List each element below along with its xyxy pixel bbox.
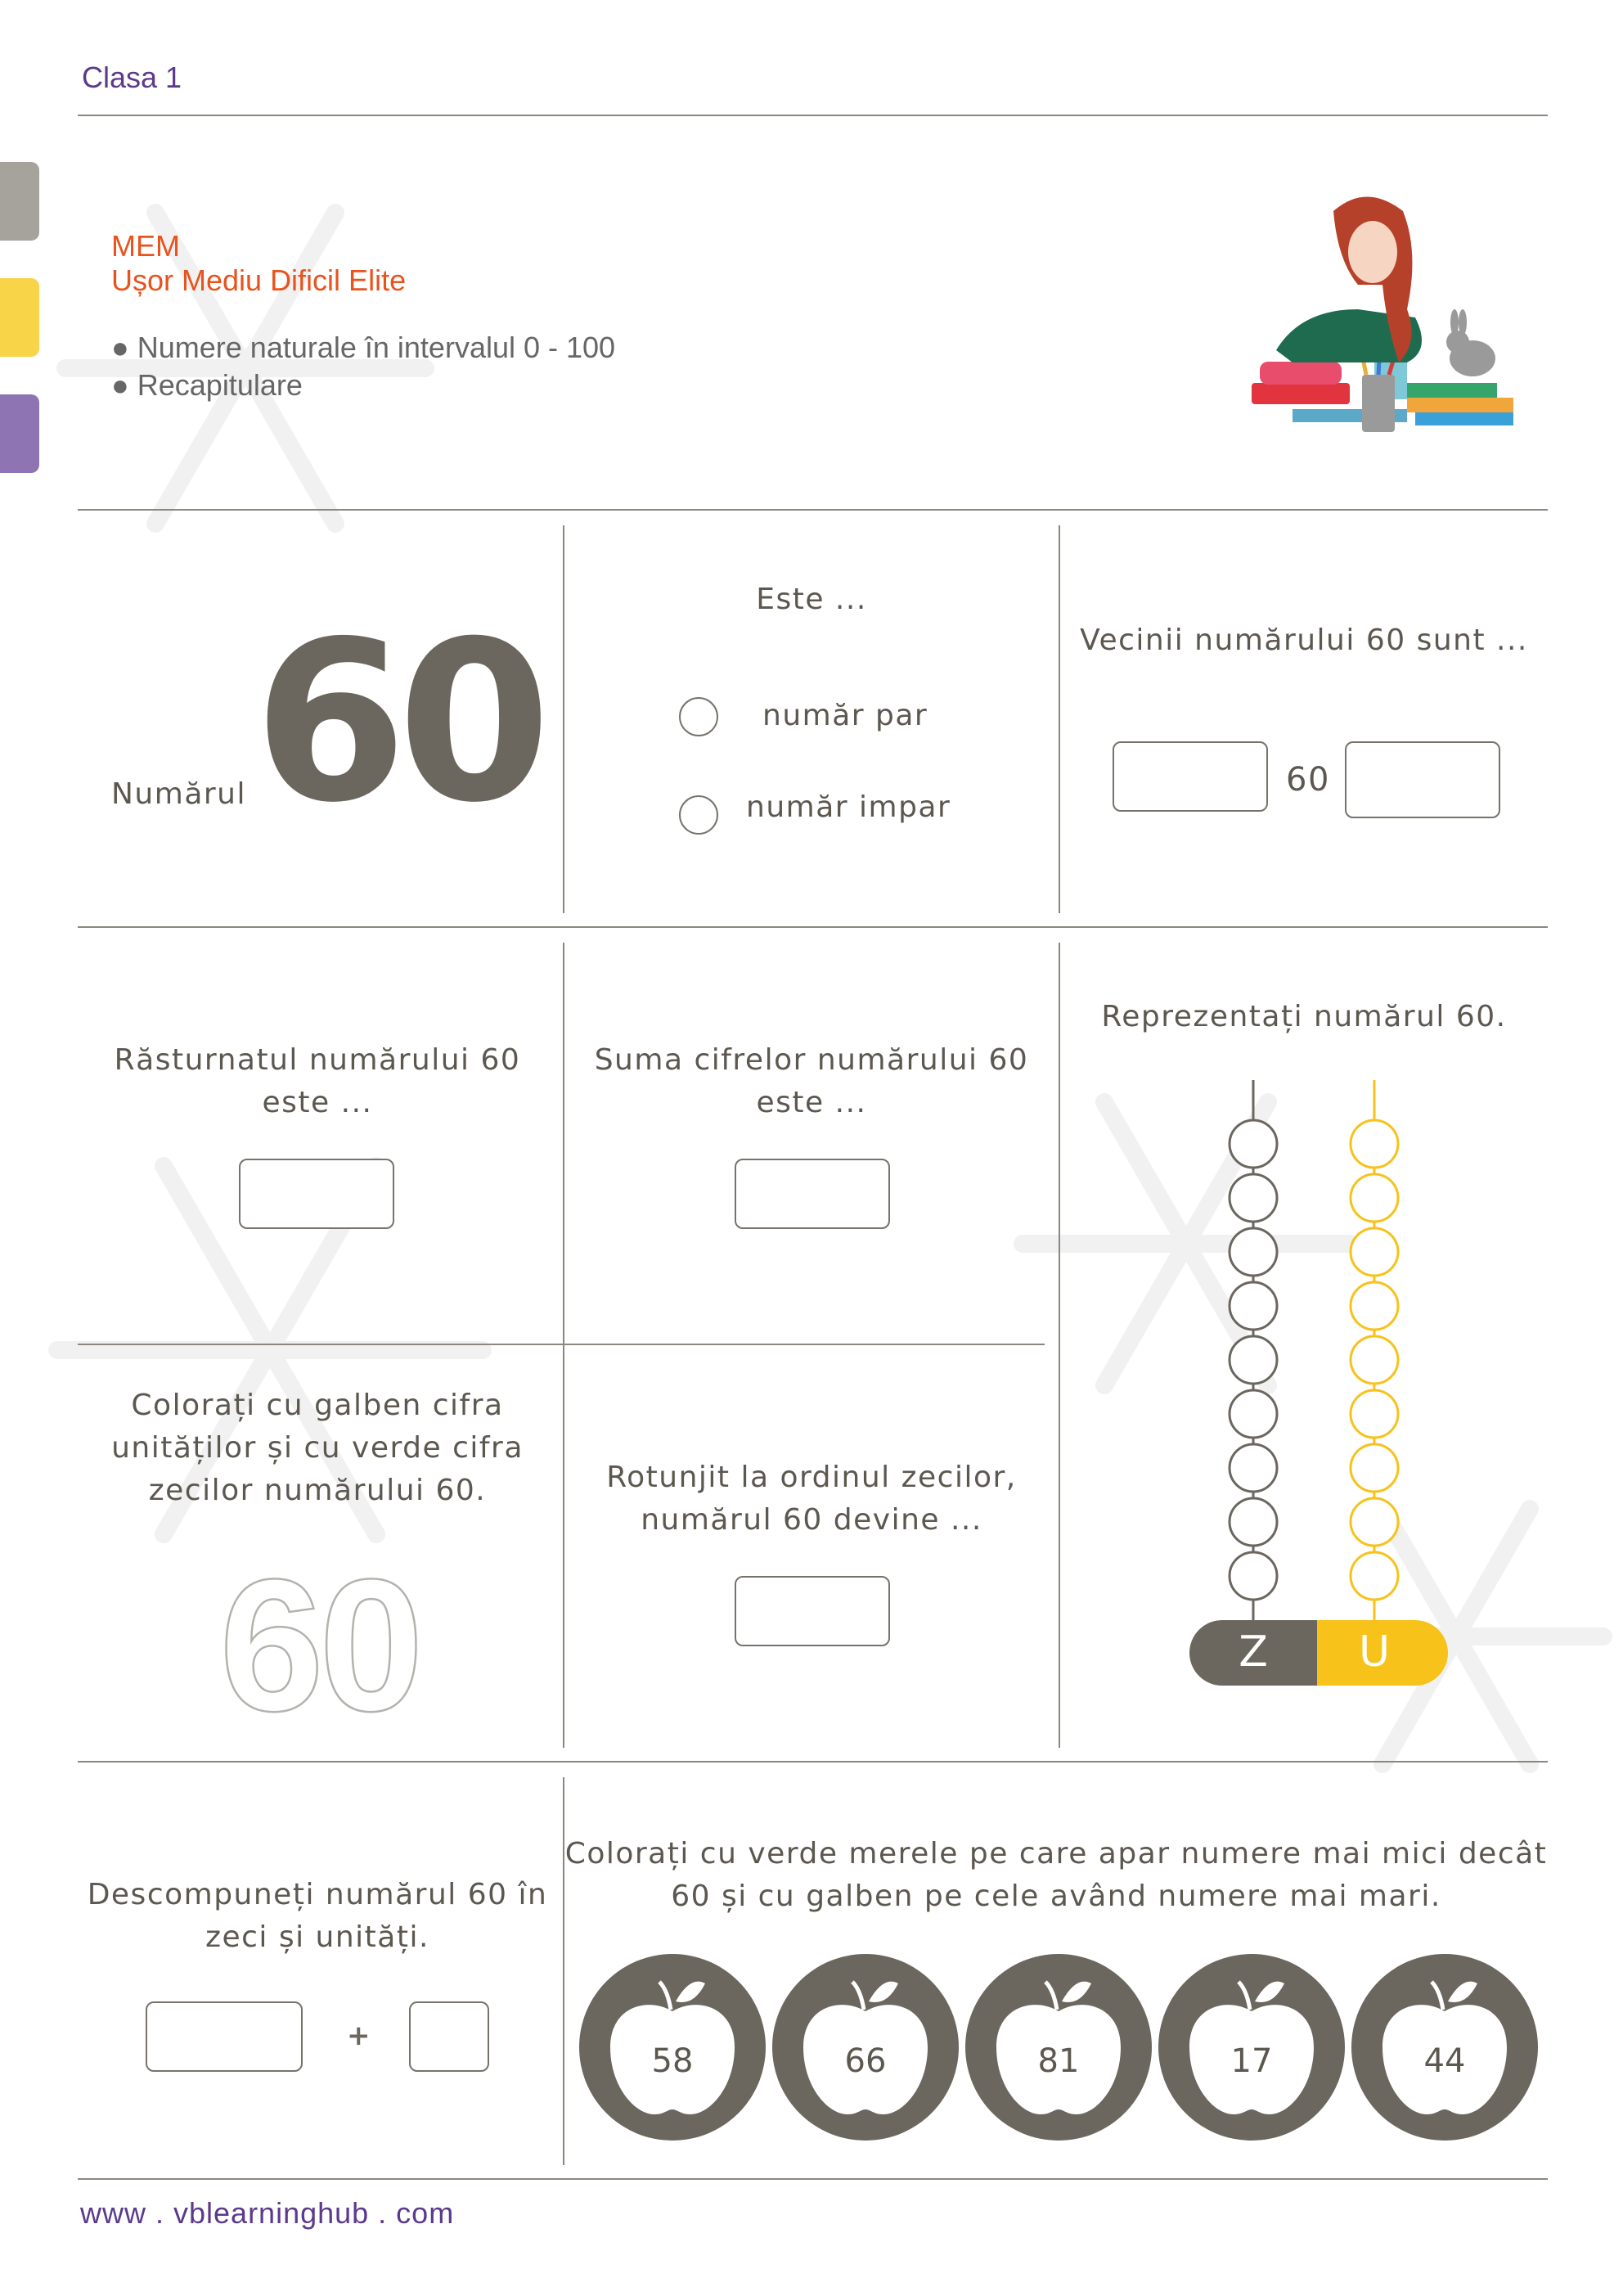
digit-sum-prompt-line2: este ... (756, 1086, 867, 1119)
apple-item[interactable] (965, 1954, 1152, 2141)
topic-item: ● Recapitulare (111, 368, 303, 402)
level-tab-purple (0, 394, 39, 473)
section-divider-3 (78, 1761, 1548, 1763)
footer-website[interactable]: www . vblearninghub . com (80, 2196, 455, 2230)
abacus-bead-units[interactable] (1351, 1498, 1398, 1546)
decompose-line1: Descompuneți numărul 60 în (87, 1878, 548, 1911)
big-number: 60 (254, 593, 542, 851)
digit-sum-prompt-line1: Suma cifrelor numărului 60 (594, 1043, 1029, 1077)
footer-divider (78, 2178, 1548, 2180)
decompose-units-input[interactable] (409, 2001, 489, 2072)
apple-number: 81 (1037, 2042, 1080, 2080)
abacus-bead-units[interactable] (1351, 1444, 1398, 1492)
decompose-prompt (79, 1874, 556, 1959)
abacus-bead-tens[interactable] (1230, 1282, 1277, 1330)
abacus-bead-units[interactable] (1351, 1282, 1398, 1330)
apples-line2: 60 și cu galben pe cele având numere mai mari. (671, 1880, 1441, 1913)
row1-col-divider-2 (1059, 525, 1060, 913)
outline-number-60[interactable] (188, 1555, 450, 1718)
apples-row (573, 1949, 1546, 2145)
neighbors-prompt: Vecinii numărului 60 sunt ... (1080, 624, 1528, 657)
apple-number: 58 (651, 2042, 694, 2080)
abacus-bead-units[interactable] (1351, 1174, 1398, 1222)
apples-prompt (564, 1833, 1548, 1918)
abacus (1170, 1080, 1464, 1694)
neighbor-left-input[interactable] (1113, 741, 1268, 812)
apple-number: 66 (844, 2042, 887, 2080)
reverse-input[interactable] (239, 1159, 394, 1229)
neighbor-middle: 60 (1286, 761, 1330, 799)
difficulty-line: Ușor Mediu Dificil Elite (111, 263, 407, 297)
abacus-bead-tens[interactable] (1230, 1336, 1277, 1384)
abacus-bead-tens[interactable] (1230, 1120, 1277, 1168)
outline-number-text[interactable]: 60 (219, 1555, 419, 1718)
apple-item[interactable] (772, 1954, 959, 2141)
apple-item[interactable] (1158, 1954, 1345, 2141)
row2-col-divider-2 (1059, 943, 1060, 1748)
topic-item: ● Numere naturale în intervalul 0 - 100 (111, 331, 616, 364)
abacus-bead-tens[interactable] (1230, 1498, 1277, 1546)
radio-even[interactable] (679, 697, 718, 736)
rounding-line2: numărul 60 devine ... (641, 1503, 982, 1537)
apple-number: 17 (1230, 2042, 1273, 2080)
header-divider (78, 115, 1548, 116)
apple-item[interactable] (579, 1954, 766, 2141)
apple-number: 44 (1423, 2042, 1466, 2080)
section-divider-2 (78, 926, 1548, 928)
abacus-bead-units[interactable] (1351, 1390, 1398, 1438)
color-digits-line1: Colorați cu galben cifra (131, 1389, 504, 1422)
reverse-prompt-line2: este ... (262, 1086, 373, 1119)
reverse-prompt-line1: Răsturnatul numărului 60 (114, 1043, 521, 1077)
decompose-line2: zeci și unități. (205, 1920, 429, 1954)
decompose-tens-input[interactable] (146, 2001, 303, 2072)
plus-sign: + (347, 2019, 371, 2052)
level-tab-grey (0, 162, 39, 241)
digit-sum-prompt (564, 1039, 1059, 1124)
abacus-bead-units[interactable] (1351, 1120, 1398, 1168)
rounding-prompt (564, 1456, 1059, 1542)
parity-option-label: număr par (762, 699, 928, 732)
rounding-line1: Rotunjit la ordinul zecilor, (606, 1461, 1017, 1494)
girl-with-books-illustration (1243, 187, 1522, 448)
abacus-bead-tens[interactable] (1230, 1390, 1277, 1438)
neighbor-right-input[interactable] (1345, 741, 1500, 818)
color-digits-line3: zecilor numărului 60. (148, 1474, 487, 1507)
abacus-bead-units[interactable] (1351, 1228, 1398, 1276)
parity-option-label: număr impar (746, 790, 951, 824)
level-tab-yellow (0, 278, 39, 357)
abacus-bead-units[interactable] (1351, 1552, 1398, 1600)
abacus-bead-units[interactable] (1351, 1336, 1398, 1384)
abacus-units-label: U (1358, 1627, 1391, 1677)
abacus-bead-tens[interactable] (1230, 1228, 1277, 1276)
color-digits-line2: unităților și cu verde cifra (111, 1431, 524, 1465)
digit-sum-input[interactable] (735, 1159, 890, 1229)
number-label: Numărul (111, 777, 246, 811)
mem-label: MEM (111, 229, 180, 263)
apples-line1: Colorați cu verde merele pe care apar numere mai mici decât (564, 1837, 1548, 1871)
abacus-prompt: Reprezentați numărul 60. (1101, 1000, 1507, 1033)
color-digits-prompt (79, 1384, 556, 1512)
abacus-tens-label: Z (1239, 1627, 1268, 1677)
topic-list (111, 331, 615, 403)
class-label: Clasa 1 (82, 61, 182, 94)
section-divider-mid (78, 1344, 1045, 1345)
rounding-input[interactable] (735, 1576, 890, 1646)
apple-item[interactable] (1351, 1954, 1538, 2141)
reverse-prompt (79, 1039, 556, 1124)
abacus-base (1189, 1620, 1448, 1686)
radio-odd[interactable] (679, 795, 718, 835)
abacus-bead-tens[interactable] (1230, 1174, 1277, 1222)
abacus-bead-tens[interactable] (1230, 1444, 1277, 1492)
parity-prompt: Este ... (756, 583, 867, 616)
abacus-bead-tens[interactable] (1230, 1552, 1277, 1600)
section-divider-1 (78, 509, 1548, 511)
